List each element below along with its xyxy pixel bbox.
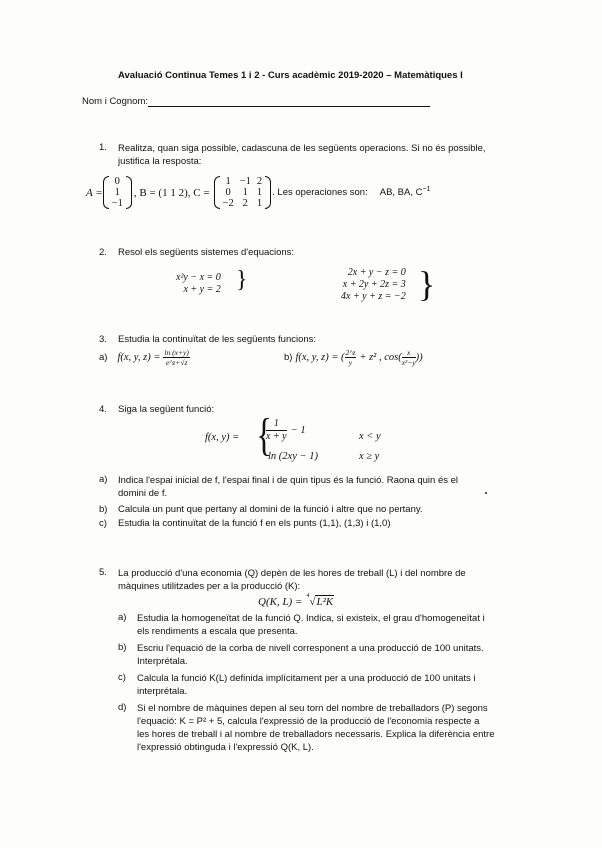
- matrix-b-c-label: , B = (1 1 2), C =: [133, 186, 210, 199]
- q3-b-cos-fraction: [402, 348, 416, 367]
- q5-number: 5.: [99, 567, 107, 578]
- q4-case1-den: x + y: [266, 431, 287, 442]
- q5-radicand: L²K: [316, 596, 334, 608]
- q4-item-c-label: c): [99, 518, 107, 529]
- matrix-c-cell: −1: [239, 176, 251, 187]
- matrix-c-cell: 2: [242, 198, 248, 209]
- q4-item-b: Calcula un punt que pertany al domini de la funció i altre que no pertany.: [118, 504, 423, 515]
- q5-text-line1: La producció d'una economia (Q) depèn de les hores de treball (L) i del nombre de: [118, 568, 466, 579]
- q4-item-a-line1: Indica l'espai inicial de f, l'espai final i de quin tipus és la funció. Raona quin és el: [118, 475, 459, 486]
- q3-b-lhs: f(x, y, z) = (: [295, 352, 345, 363]
- q4-item-b-label: b): [99, 504, 108, 515]
- q5-item-d: [137, 702, 495, 754]
- q5-item-b: [137, 642, 484, 668]
- q4-case1-cond: x < y: [359, 431, 381, 442]
- matrix-c-cell: 0: [225, 187, 231, 198]
- q5-item-c-line1: Calcula la funció K(L) definida implícitament per a una producció de 100 unitats i: [137, 673, 476, 684]
- q1-text: [118, 142, 486, 168]
- q5-item-b-label: b): [118, 642, 127, 653]
- q3-a-den: e^z+√z: [165, 358, 188, 367]
- ops-label: . Les operaciones son:: [272, 187, 368, 198]
- system-1-eq: x²y − x = 0: [176, 272, 221, 283]
- q4-text: Siga la següent funció:: [118, 404, 215, 415]
- system-1-eq: x + y = 2: [183, 284, 221, 295]
- matrix-a-cell: −1: [111, 198, 123, 209]
- q4-item-a-line2: domini de f.: [118, 488, 168, 499]
- q3-a-lhs: f(x, y, z) =: [117, 352, 161, 363]
- q3-b-label: b): [284, 352, 293, 363]
- q4-item-c: Estudia la continuïtat de la funció f en els punts (1,1), (1,3) i (1,0): [118, 518, 391, 529]
- q2-text: Resol els següents sistemes d'equacions:: [118, 247, 295, 258]
- q3-a-label: a): [99, 352, 108, 363]
- q3-a: [99, 348, 190, 367]
- system-1-brace: }: [236, 267, 248, 293]
- q5-item-d-label: d): [118, 702, 127, 713]
- stray-mark: [485, 492, 487, 494]
- q5-item-d-line4: l'expressió obtinguda i l'expressió Q(K, L).: [137, 742, 314, 753]
- q5-formula: [258, 593, 334, 608]
- matrix-c-cell: −2: [222, 198, 234, 209]
- q4-case1-num: 1: [266, 418, 287, 431]
- system-1: [176, 272, 221, 296]
- ops-text: AB, BA, C: [379, 187, 423, 199]
- q5-item-b-line2: Interprétala.: [137, 656, 188, 667]
- q4-case2: ln (2xy − 1): [268, 451, 318, 462]
- q3-b-den: y: [348, 358, 353, 367]
- q3-b-num: 2^z: [345, 348, 356, 357]
- matrix-c-cell: 1: [242, 187, 248, 198]
- q5-item-c: [137, 672, 476, 698]
- ops-sup: −1: [422, 186, 431, 194]
- q4-case1-fraction: [266, 418, 287, 443]
- matrix-c: [214, 176, 272, 209]
- radical-icon: √: [309, 596, 316, 608]
- system-2-eq: 2x + y − z = 0: [347, 267, 406, 278]
- q4-brace: {: [256, 409, 272, 460]
- q3-b-fraction: [345, 348, 357, 367]
- q5-item-d-line2: l'equació: K = P² + 5, calcula l'expressió de la producció de l'economia respecte a: [137, 716, 480, 727]
- system-2-eq: x + 2y + 2z = 3: [342, 279, 406, 290]
- q5-item-a-line2: els rendiments a escala que presenta.: [137, 626, 298, 637]
- matrix-c-cell: 1: [256, 187, 263, 198]
- name-label: Nom i Cognom:: [82, 96, 148, 107]
- q3-b: [284, 348, 423, 367]
- q4-case1-rest: − 1: [290, 425, 306, 436]
- matrix-c-cell: 1: [225, 176, 231, 187]
- q5-item-c-line2: interprétala.: [137, 686, 188, 697]
- q3-b-cos-den: x²−y: [401, 358, 416, 367]
- q3-number: 3.: [99, 334, 107, 345]
- q5-formula-lhs: Q(K, L) =: [258, 596, 303, 608]
- q3-b-mid: + z² , cos(: [359, 352, 402, 363]
- q1-text-line2: justifica la resposta:: [118, 156, 202, 167]
- q5-item-c-label: c): [118, 672, 126, 683]
- q5-text: [118, 567, 466, 593]
- q5-item-a-line1: Estudia la homogeneïtat de la funció Q. Indica, si existeix, el grau d'homogeneïtat i: [137, 613, 485, 624]
- matrix-a-cell: 0: [114, 176, 120, 187]
- q3-text: Estudia la continuïtat de les següents funcions:: [118, 334, 317, 345]
- matrix-c-cell: 1: [256, 198, 263, 209]
- q5-item-a: [137, 612, 485, 638]
- q4-number: 4.: [99, 404, 107, 415]
- q4-case2-cond: x ≥ y: [359, 451, 380, 462]
- q5-text-line2: màquines utilitzades per a la producció (K):: [118, 581, 301, 592]
- q5-root: [306, 593, 334, 608]
- matrix-a-cell: 1: [114, 187, 120, 198]
- q3-b-end: )): [415, 352, 423, 363]
- q2-number: 2.: [99, 247, 107, 258]
- matrix-a: [103, 176, 132, 209]
- name-blank-line[interactable]: [148, 97, 430, 107]
- q4-lhs: f(x, y) =: [205, 432, 240, 443]
- q5-item-a-label: a): [118, 612, 127, 623]
- q5-item-d-line1: Si el nombre de màquines depen al seu torn del nombre de treballadors (P) segons: [137, 703, 488, 714]
- q5-item-b-line1: Escriu l'equació de la corba de nivell corresponent a una producció de 100 unitats.: [137, 643, 484, 654]
- matrix-c-cell: 2: [256, 176, 263, 187]
- system-2-brace: }: [418, 264, 436, 304]
- q4-case1: [266, 418, 306, 443]
- matrix-a-label: A =: [86, 186, 103, 199]
- q3-a-num: ln (x+y): [164, 348, 189, 357]
- q3-a-fraction: [163, 348, 189, 367]
- q4-item-a: [118, 474, 458, 500]
- exam-title: Avaluació Continua Temes 1 i 2 - Curs acadèmic 2019-2020 – Matemàtiques I: [118, 70, 463, 81]
- ops-list: [380, 186, 431, 198]
- q3-b-cos-num: x: [402, 348, 416, 358]
- q1-matrices: [86, 176, 430, 209]
- q1-number: 1.: [99, 142, 107, 153]
- system-2-eq: 4x + y + z = −2: [341, 291, 406, 302]
- q1-text-line1: Realitza, quan siga possible, cadascuna de les següents operacions. Si no és possible,: [118, 143, 486, 154]
- q5-item-d-line3: les hores de treball i al nombre de treballadors necessaris. Explica la diferència entre: [137, 729, 495, 740]
- q5-root-index: 4: [306, 593, 310, 599]
- q4-item-a-label: a): [99, 474, 108, 485]
- name-field-row: [82, 96, 430, 107]
- system-2: [341, 267, 406, 303]
